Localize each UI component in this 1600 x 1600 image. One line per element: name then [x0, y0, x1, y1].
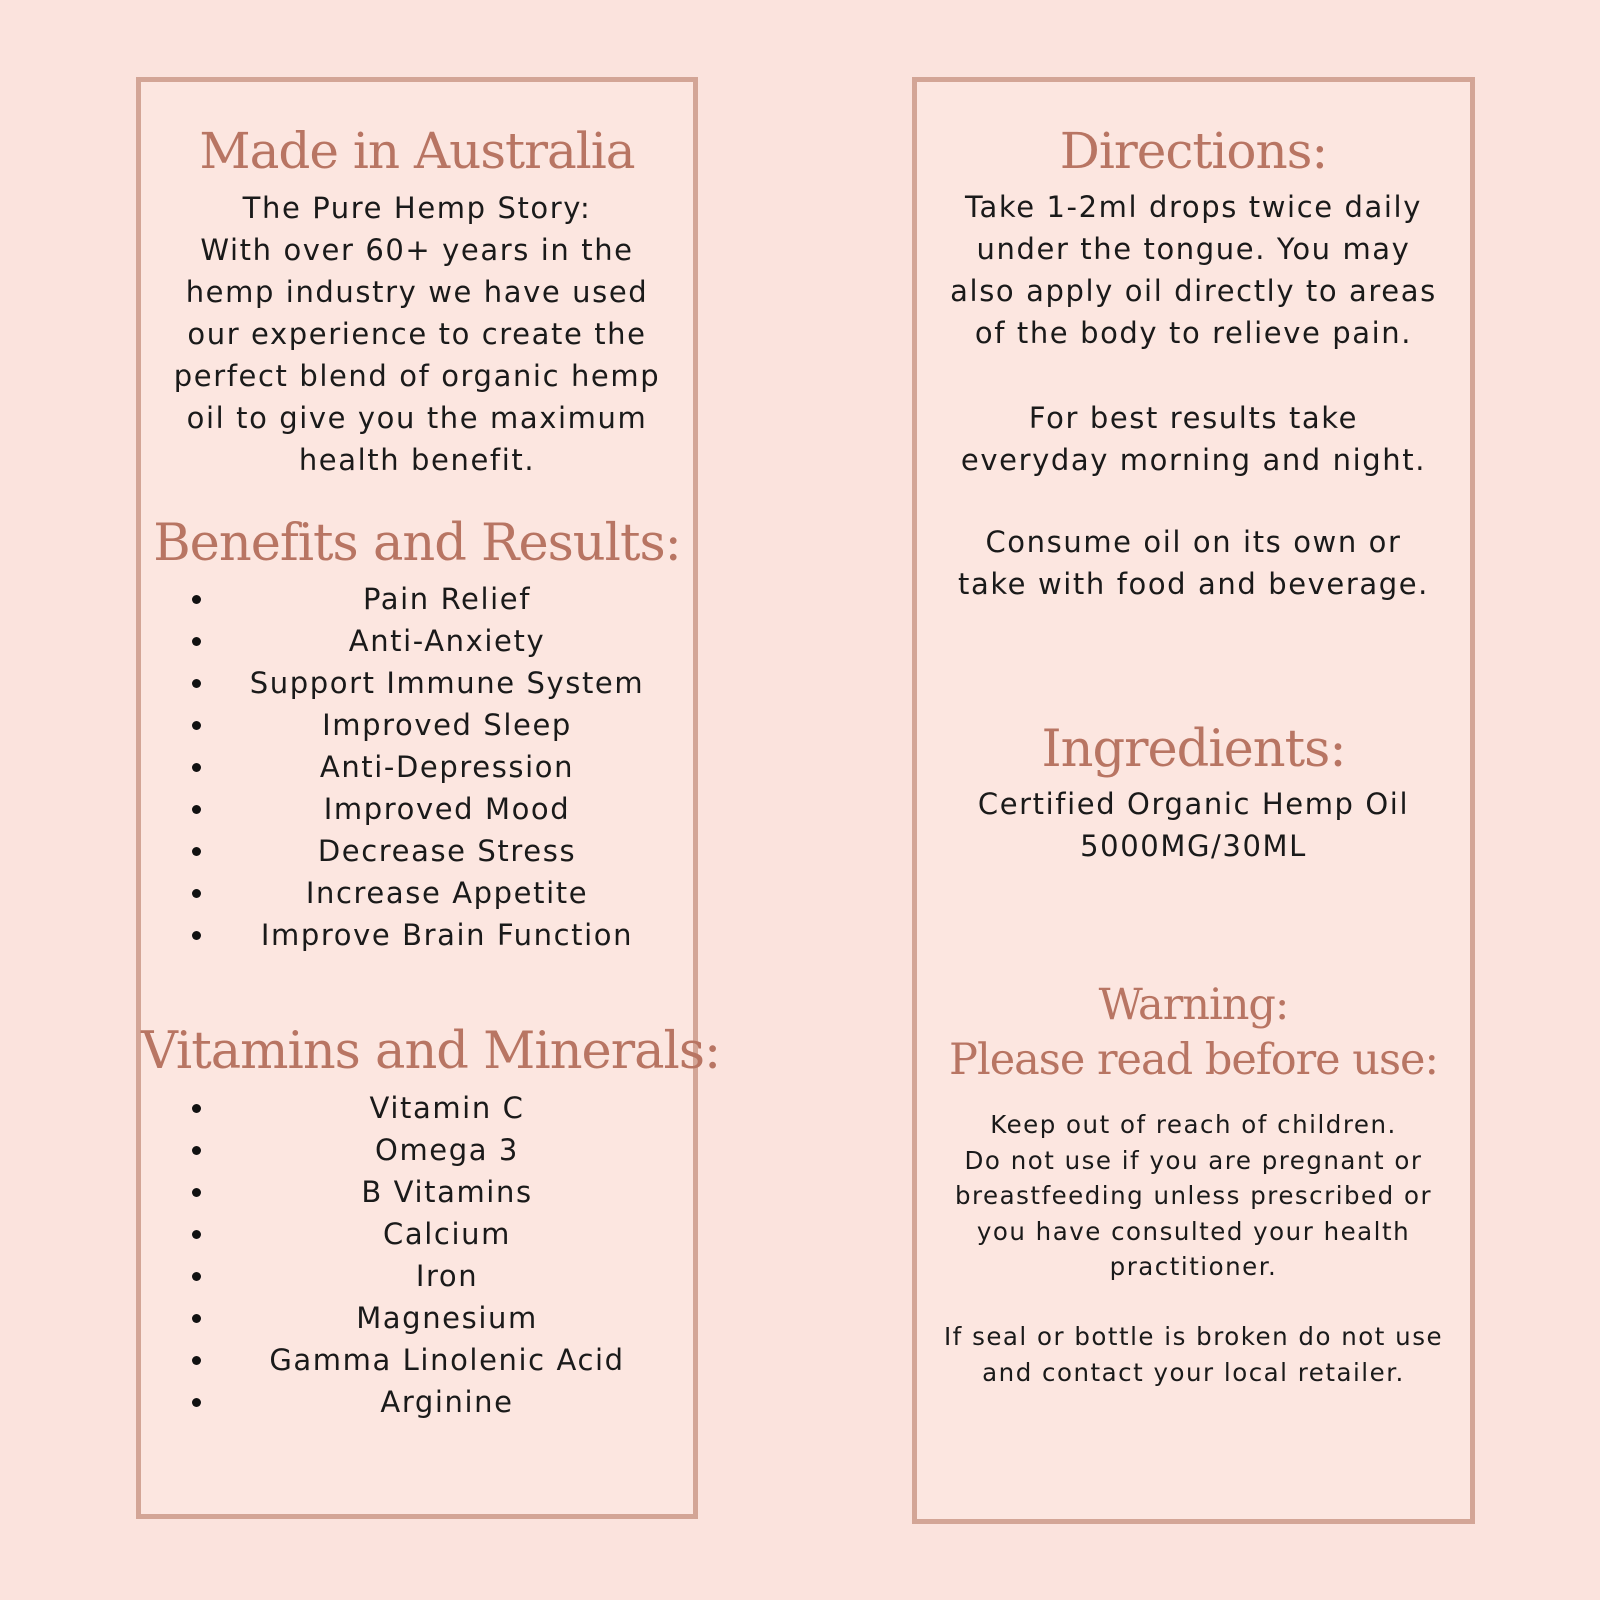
bullet-icon	[192, 931, 201, 940]
benefit-item	[141, 830, 693, 872]
bullet-icon	[192, 1104, 201, 1113]
bullet-icon	[192, 889, 201, 898]
bullet-icon	[192, 1188, 201, 1197]
vitamin-item-label: Calcium	[383, 1217, 511, 1251]
vitamin-item-label: Arginine	[380, 1385, 514, 1419]
ingredients-text: Certified Organic Hemp Oil 5000MG/30ML	[977, 787, 1410, 863]
bullet-icon	[192, 637, 201, 646]
vitamins-list	[141, 1087, 693, 1423]
bullet-icon	[192, 847, 201, 856]
directions-text: Take 1-2ml drops twice daily under the tongue. You may also apply oil directly to areas of the body to relieve pain.	[950, 190, 1437, 350]
ingredients-heading: Ingredients:	[1041, 720, 1346, 779]
warning-text: Keep out of reach of children. Do not use if you are pregnant or breastfeeding unless prescribed or you have consulted your health practitioner.	[954, 1110, 1433, 1281]
warning-subheading: Please read before use:	[949, 1035, 1438, 1085]
benefits-list	[141, 578, 693, 956]
benefit-item-label: Anti-Anxiety	[348, 624, 546, 658]
benefit-item	[141, 620, 693, 662]
vitamin-item	[141, 1339, 693, 1381]
bullet-icon	[192, 1314, 201, 1323]
benefit-item-label: Support Immune System	[249, 666, 645, 700]
vitamin-item-label: B Vitamins	[361, 1175, 533, 1209]
bullet-icon	[192, 1146, 201, 1155]
benefit-item	[141, 914, 693, 956]
benefits-heading: Benefits and Results:	[153, 514, 681, 573]
benefit-item	[141, 788, 693, 830]
bullet-icon	[192, 1356, 201, 1365]
made-in-australia-heading: Made in Australia	[199, 122, 635, 180]
benefit-item-label: Improved Mood	[323, 792, 571, 826]
benefit-item	[141, 662, 693, 704]
story-text: The Pure Hemp Story: With over 60+ years in the hemp industry we have used our experience to create the perfect blend of organic hemp oil to give you the maximum health benefit.	[173, 191, 661, 477]
benefit-item	[141, 746, 693, 788]
vitamin-item	[141, 1255, 693, 1297]
vitamin-item	[141, 1297, 693, 1339]
vitamin-item-label: Magnesium	[356, 1301, 538, 1335]
benefit-item-label: Improve Brain Function	[260, 918, 634, 952]
consume-text: Consume oil on its own or take with food and beverage.	[957, 525, 1430, 601]
benefit-item	[141, 872, 693, 914]
vitamin-item	[141, 1129, 693, 1171]
directions-heading: Directions:	[1059, 122, 1328, 180]
benefit-item	[141, 704, 693, 746]
benefit-item-label: Pain Relief	[362, 582, 532, 616]
vitamin-item	[141, 1087, 693, 1129]
vitamin-item	[141, 1213, 693, 1255]
vitamin-item	[141, 1381, 693, 1423]
bullet-icon	[192, 1398, 201, 1407]
bullet-icon	[192, 805, 201, 814]
seal-text: If seal or bottle is broken do not use and contact your local retailer.	[943, 1322, 1444, 1387]
best-results-text: For best results take everyday morning and night.	[960, 401, 1427, 477]
bullet-icon	[192, 679, 201, 688]
vitamin-item-label: Iron	[415, 1259, 479, 1293]
bullet-icon	[192, 763, 201, 772]
benefit-item-label: Decrease Stress	[317, 834, 577, 868]
vitamins-heading: Vitamins and Minerals:	[141, 1022, 721, 1081]
vitamin-item	[141, 1171, 693, 1213]
warning-heading: Warning:	[1098, 980, 1289, 1030]
vitamin-item-label: Gamma Linolenic Acid	[269, 1343, 625, 1377]
vitamin-item-label: Omega 3	[375, 1133, 519, 1167]
left-info-panel	[136, 77, 721, 1519]
benefit-item-label: Increase Appetite	[305, 876, 589, 910]
benefit-item	[141, 578, 693, 620]
bullet-icon	[192, 595, 201, 604]
bullet-icon	[192, 1230, 201, 1239]
right-info-panel	[912, 77, 1475, 1524]
bullet-icon	[192, 1272, 201, 1281]
benefit-item-label: Improved Sleep	[322, 708, 572, 742]
vitamin-item-label: Vitamin C	[369, 1091, 525, 1125]
benefit-item-label: Anti-Depression	[319, 750, 575, 784]
bullet-icon	[192, 721, 201, 730]
